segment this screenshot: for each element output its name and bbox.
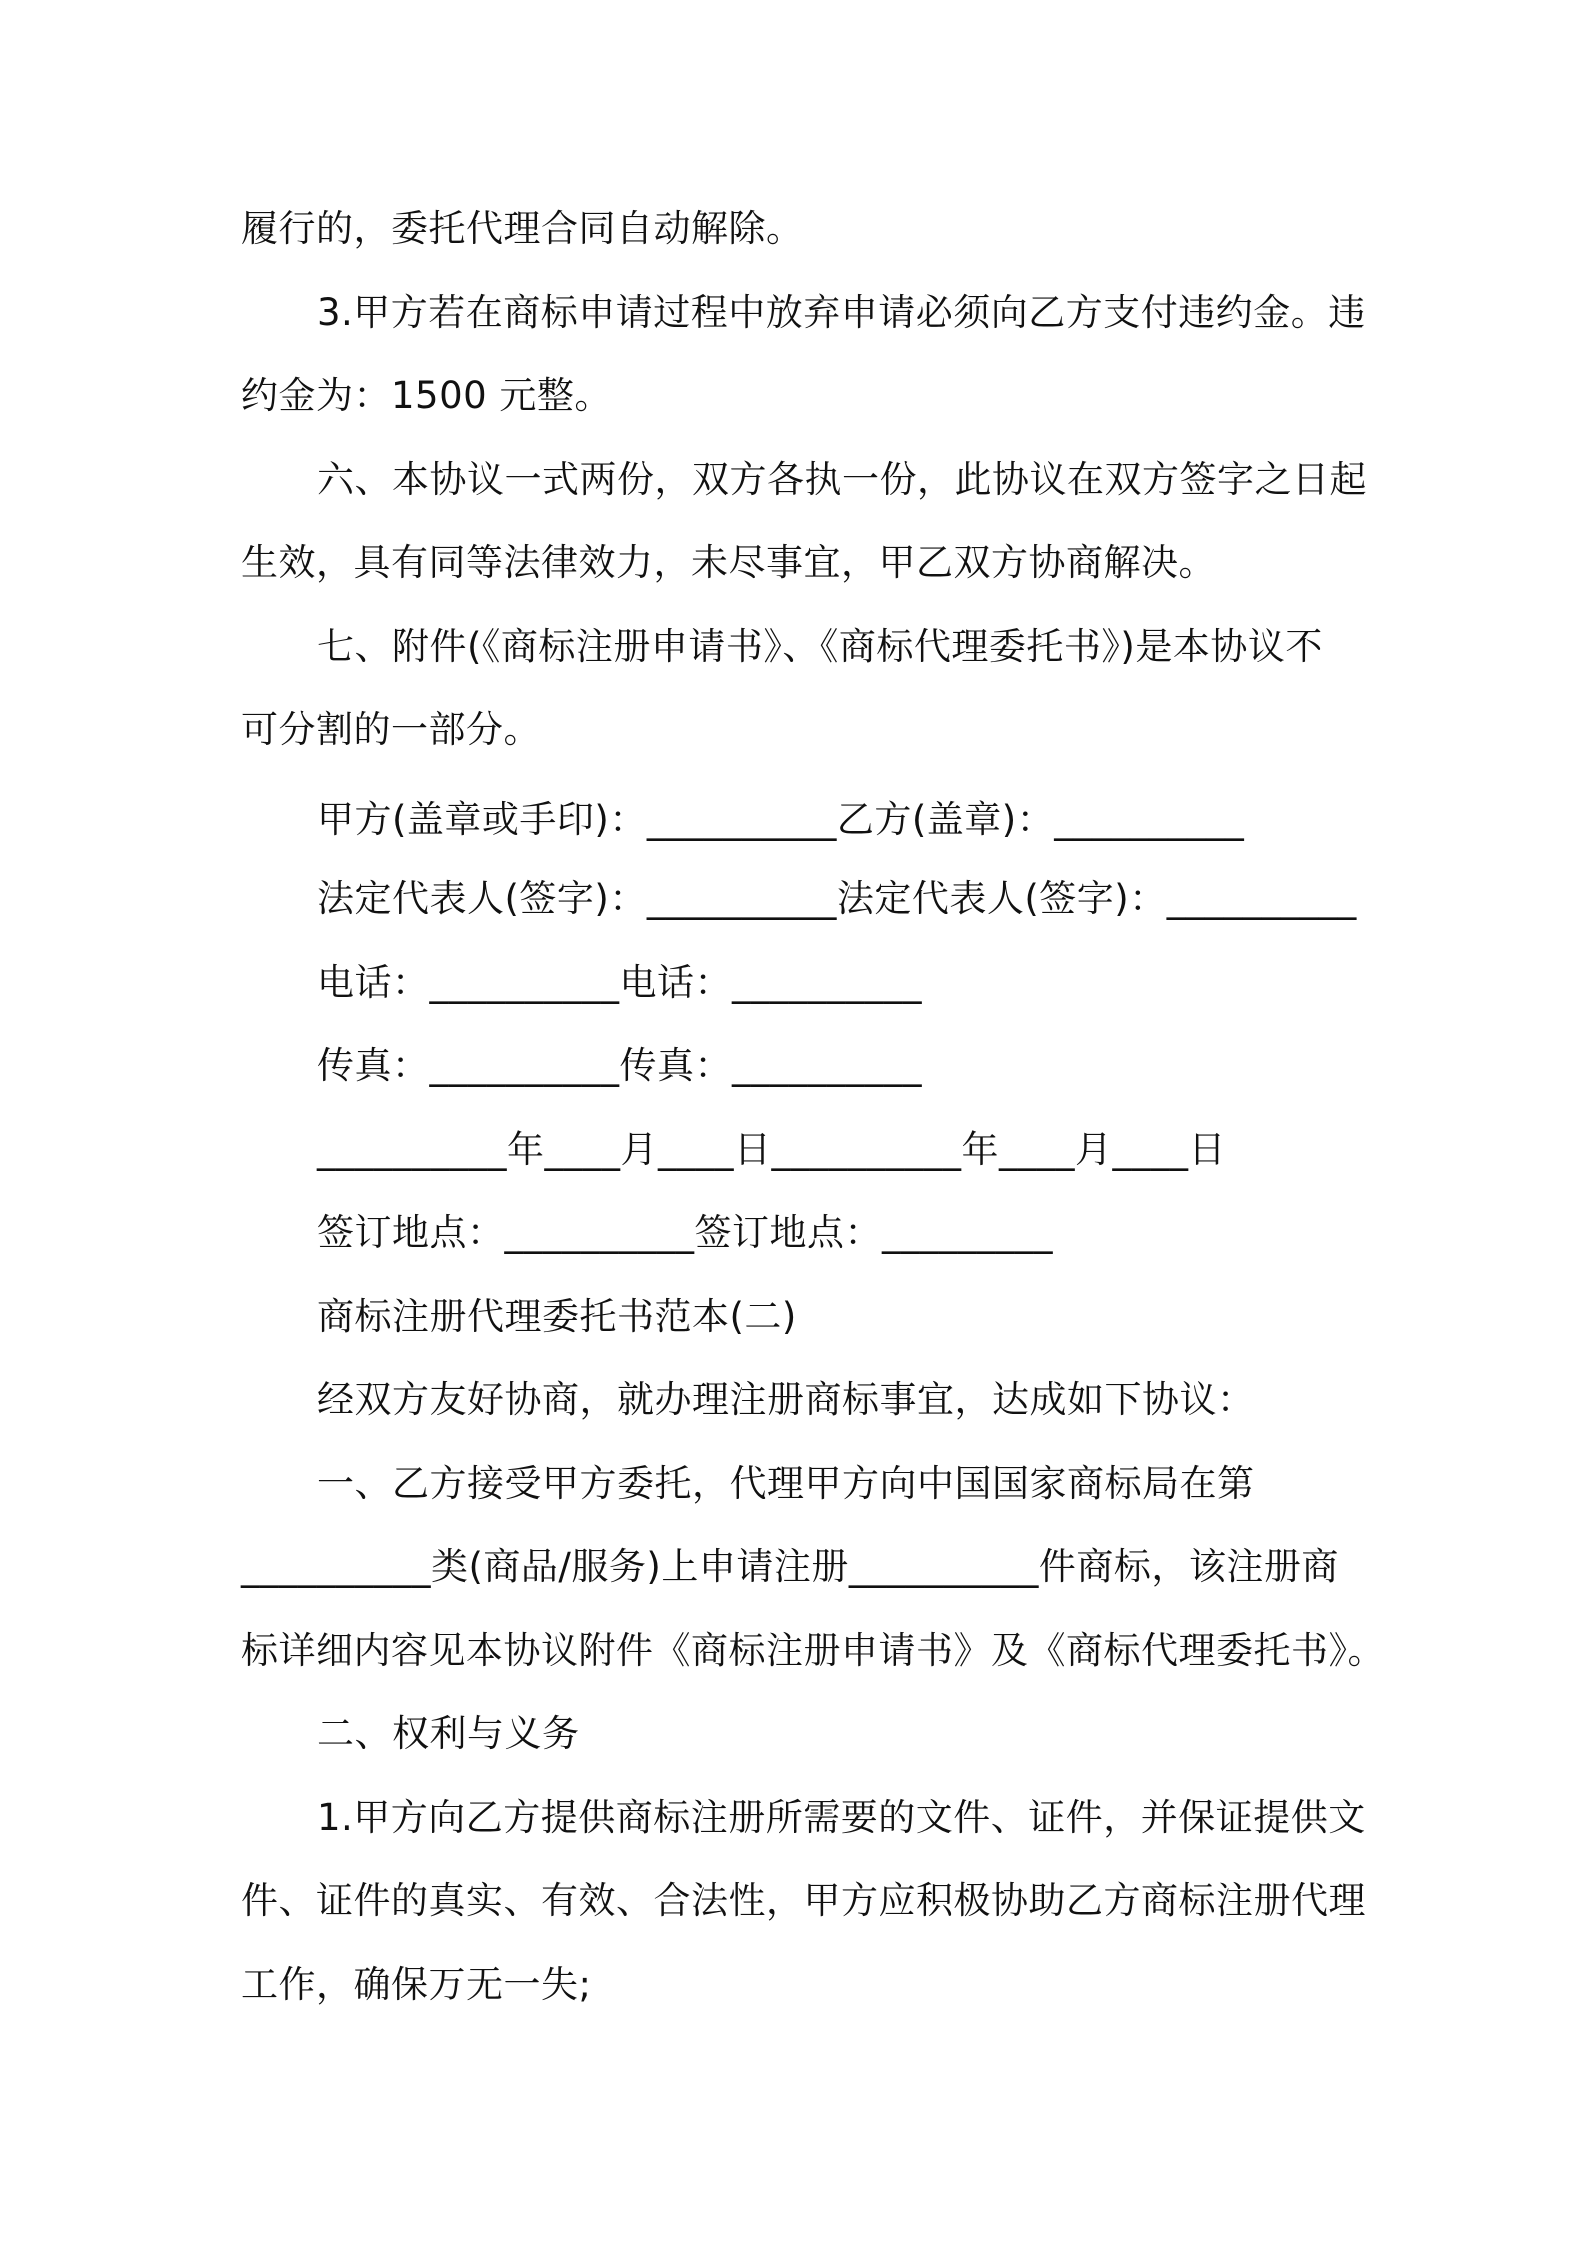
paragraph-line: 可分割的一部分。 [241,708,541,751]
signature-line-party: 甲方(盖章或手印)：__________乙方(盖章)：__________ [317,798,1245,841]
paragraph-line: 工作，确保万无一失; [241,1963,592,2006]
signature-line-phone: 电话：__________电话：__________ [317,961,922,1004]
signature-line-representative: 法定代表人(签字)：__________法定代表人(签字)：__________ [317,877,1357,920]
paragraph-line: 履行的，委托代理合同自动解除。 [241,207,804,250]
paragraph-line: 经双方友好协商，就办理注册商标事宜，达成如下协议： [317,1378,1255,1421]
paragraph-line: 约金为：1500 元整。 [241,374,612,417]
paragraph-line: 七、附件(《商标注册申请书》、《商标代理委托书》)是本协议不 [317,625,1323,668]
paragraph-line: 标详细内容见本协议附件《商标注册申请书》及《商标代理委托书》。 [241,1629,1385,1672]
paragraph-line: 生效，具有同等法律效力，未尽事宜，甲乙双方协商解决。 [241,541,1216,584]
paragraph-line: 3.甲方若在商标申请过程中放弃申请必须向乙方支付违约金。违 [317,291,1366,334]
paragraph-line: 六、本协议一式两份，双方各执一份，此协议在双方签字之日起 [317,458,1367,501]
section-heading: 二、权利与义务 [317,1712,580,1755]
signature-line-place: 签订地点：__________签订地点：_________ [317,1211,1053,1254]
paragraph-line: 件、证件的真实、有效、合法性，甲方应积极协助乙方商标注册代理 [241,1879,1366,1922]
section-title: 商标注册代理委托书范本(二) [317,1295,797,1338]
paragraph-line: 1.甲方向乙方提供商标注册所需要的文件、证件，并保证提供文 [317,1796,1366,1839]
paragraph-line: 一、乙方接受甲方委托，代理甲方向中国国家商标局在第 [317,1462,1255,1505]
signature-line-date: __________年____月____日__________年____月____日 [317,1128,1226,1171]
paragraph-line: __________类(商品/服务)上申请注册__________件商标，该注册商 [241,1545,1339,1588]
signature-line-fax: 传真：__________传真：__________ [317,1044,922,1087]
